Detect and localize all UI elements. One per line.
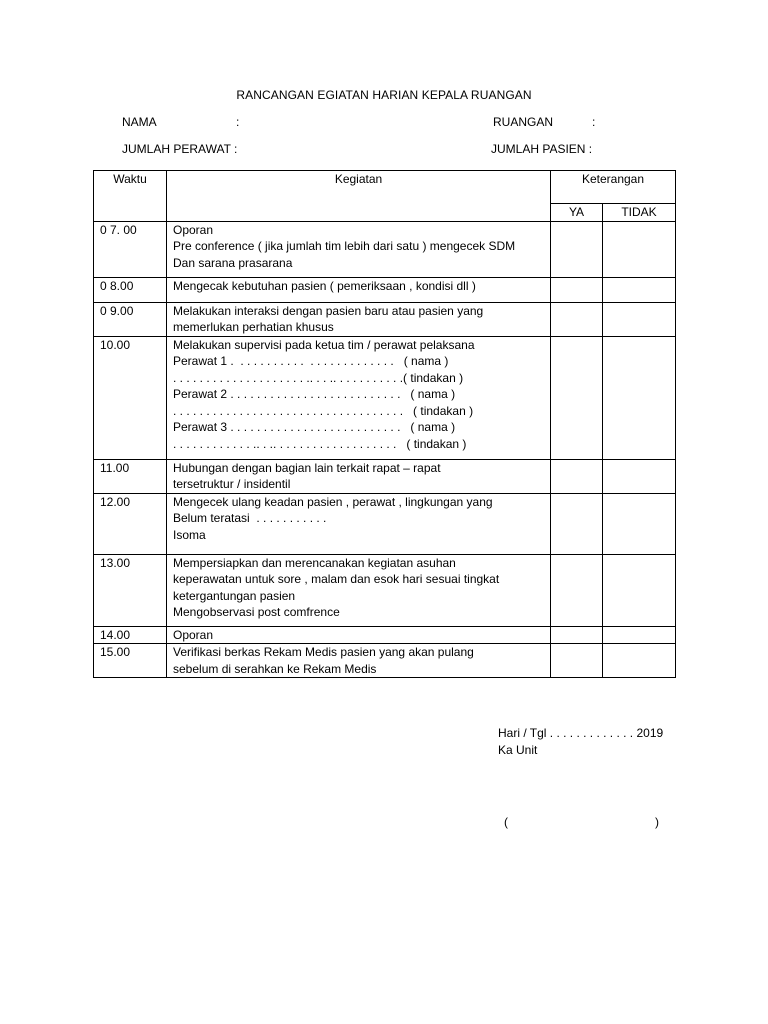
row-ya-cell <box>551 493 603 554</box>
nama-colon: : <box>236 115 240 129</box>
table-row <box>94 277 676 302</box>
table-row <box>94 459 676 493</box>
jumlah-pasien-label: JUMLAH PASIEN : <box>491 142 593 156</box>
activity-line: Perawat 1 . . . . . . . . . . . . . . . . . . . . . . . . ( nama ) <box>173 354 449 368</box>
activity-line: Mengobservasi post comfrence <box>173 605 340 619</box>
row-ya-cell <box>551 221 603 277</box>
row-activity <box>167 626 551 644</box>
activity-line: Mengecek ulang keadan pasien , perawat , lingkungan yang <box>173 494 493 509</box>
row-time: 10.00 <box>94 336 167 459</box>
activity-line: Isoma <box>173 527 206 542</box>
document-title: RANCANGAN EGIATAN HARIAN KEPALA RUANGAN <box>236 88 532 102</box>
activity-line: keperawatan untuk sore , malam dan esok hari sesuai tingkat <box>173 572 500 586</box>
header-tidak: TIDAK <box>603 204 676 222</box>
activity-line: memerlukan perhatian khusus <box>173 320 334 334</box>
table-header-row <box>94 171 676 204</box>
row-ya-cell <box>551 277 603 302</box>
row-tidak-cell <box>603 221 676 277</box>
activity-line: tersetruktur / insidentil <box>173 477 291 491</box>
row-tidak-cell <box>603 336 676 459</box>
row-activity <box>167 336 551 459</box>
activity-line: Hubungan dengan bagian lain terkait rapat – rapat <box>173 460 441 475</box>
activity-line: Melakukan interaksi dengan pasien baru atau pasien yang <box>173 303 484 318</box>
row-activity <box>167 277 551 302</box>
row-ya-cell <box>551 644 603 678</box>
table-row <box>94 302 676 336</box>
signature-open-paren: ( <box>504 815 508 829</box>
activity-line: Perawat 2 . . . . . . . . . . . . . . . . . . . . . . . . . . ( nama ) <box>173 387 456 401</box>
row-tidak-cell <box>603 644 676 678</box>
row-time: 12.00 <box>94 493 167 554</box>
row-time: 0 8.00 <box>94 277 167 302</box>
activity-line: . . . . . . . . . . . . .. . .. . . . . . . . . . . . . . . . . . . ( tindakan ) <box>173 436 467 451</box>
row-tidak-cell <box>603 626 676 644</box>
header-keterangan: Keterangan <box>551 171 676 204</box>
activity-line: . . . . . . . . . . . . . . . . . . . . . . . . . . . . . . . . . . . ( tindakan ) <box>173 403 474 418</box>
row-time: 0 9.00 <box>94 302 167 336</box>
activity-line: . . . . . . . . . . . . . . . . . . . . .. . . .. . . . . . . . . . .( tindakan ) <box>173 370 464 385</box>
row-activity <box>167 459 551 493</box>
row-ya-cell <box>551 554 603 626</box>
row-activity <box>167 554 551 626</box>
row-ya-cell <box>551 336 603 459</box>
table-row <box>94 554 676 626</box>
row-ya-cell <box>551 302 603 336</box>
activity-line: Mempersiapkan dan merencanakan kegiatan asuhan <box>173 555 456 570</box>
activity-line: Oporan <box>173 222 214 237</box>
ruangan-colon: : <box>592 115 596 129</box>
signature-close-paren: ) <box>655 815 659 829</box>
row-tidak-cell <box>603 302 676 336</box>
table-row <box>94 644 676 678</box>
table-row <box>94 626 676 644</box>
row-tidak-cell <box>603 493 676 554</box>
row-ya-cell <box>551 459 603 493</box>
row-time: 15.00 <box>94 644 167 678</box>
activity-line: Belum teratasi . . . . . . . . . . . <box>173 511 327 525</box>
activity-line: Melakukan supervisi pada ketua tim / perawat pelaksana <box>173 337 475 352</box>
row-time: 13.00 <box>94 554 167 626</box>
table-row <box>94 493 676 554</box>
activity-line: Oporan <box>173 627 214 642</box>
header-ya: YA <box>551 204 603 222</box>
row-activity <box>167 644 551 678</box>
ka-unit-label: Ka Unit <box>498 743 538 757</box>
row-time: 11.00 <box>94 459 167 493</box>
activity-line: sebelum di serahkan ke Rekam Medis <box>173 661 377 676</box>
date-line: Hari / Tgl . . . . . . . . . . . . . 2019 <box>498 726 664 740</box>
activity-line: Verifikasi berkas Rekam Medis pasien yang akan pulang <box>173 645 474 659</box>
nama-label: NAMA <box>122 115 157 129</box>
row-activity <box>167 302 551 336</box>
activity-line: Pre conference ( jika jumlah tim lebih dari satu ) mengecek SDM <box>173 239 516 253</box>
activity-line: Mengecak kebutuhan pasien ( pemeriksaan , kondisi dll ) <box>173 278 476 293</box>
table-row <box>94 221 676 277</box>
row-time: 0 7. 00 <box>94 221 167 277</box>
table-body <box>94 221 676 678</box>
row-activity <box>167 493 551 554</box>
activity-line: ketergantungan pasien <box>173 588 296 603</box>
activity-line: Dan sarana prasarana <box>173 255 293 270</box>
header-waktu: Waktu <box>94 171 167 222</box>
row-time: 14.00 <box>94 626 167 644</box>
row-tidak-cell <box>603 554 676 626</box>
row-tidak-cell <box>603 277 676 302</box>
table-row <box>94 336 676 459</box>
row-ya-cell <box>551 626 603 644</box>
jumlah-perawat-label: JUMLAH PERAWAT : <box>122 142 238 156</box>
ruangan-label: RUANGAN <box>493 115 554 129</box>
schedule-table <box>93 170 676 678</box>
header-kegiatan: Kegiatan <box>167 171 551 222</box>
row-tidak-cell <box>603 459 676 493</box>
row-activity <box>167 221 551 277</box>
activity-line: Perawat 3 . . . . . . . . . . . . . . . . . . . . . . . . . . ( nama ) <box>173 420 456 434</box>
